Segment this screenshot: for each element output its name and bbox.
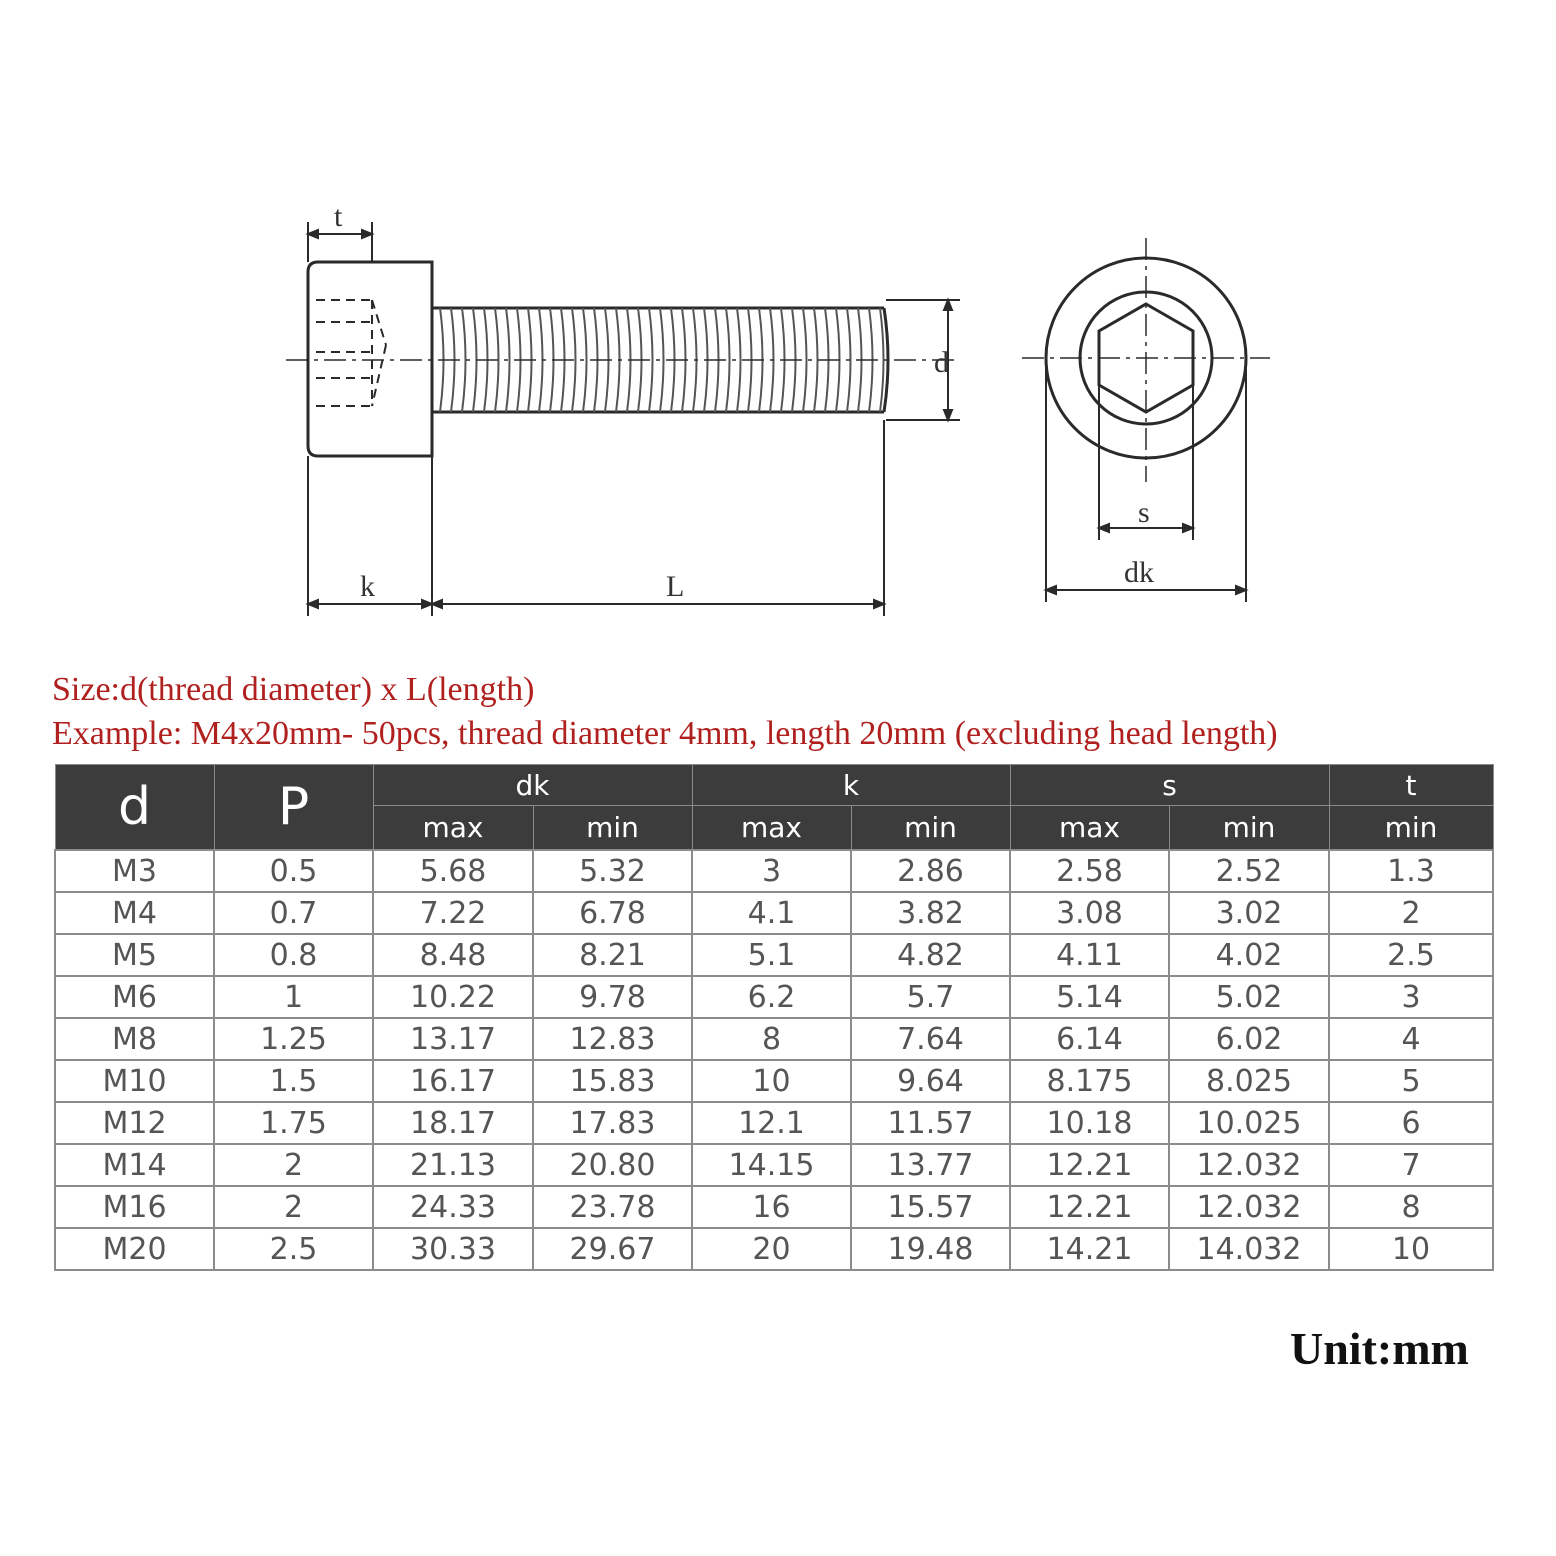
thread-line xyxy=(539,308,543,412)
table-row xyxy=(55,850,1493,892)
table-cell: 12.21 xyxy=(1010,1144,1169,1186)
table-cell: 6.2 xyxy=(692,976,851,1018)
table-cell: 5.14 xyxy=(1010,976,1169,1018)
table-row xyxy=(55,1186,1493,1228)
thread-line xyxy=(660,308,664,412)
table-cell: 12.032 xyxy=(1169,1186,1329,1228)
thread-line xyxy=(462,308,466,412)
table-row xyxy=(55,1102,1493,1144)
table-cell: 7.64 xyxy=(851,1018,1010,1060)
label-d: d xyxy=(934,346,949,379)
table-cell: 3.82 xyxy=(851,892,1010,934)
table-cell: 0.7 xyxy=(214,892,373,934)
header-t: t xyxy=(1329,765,1493,806)
table-cell: 6.14 xyxy=(1010,1018,1169,1060)
table-cell: 8.48 xyxy=(373,934,533,976)
table-cell: 21.13 xyxy=(373,1144,533,1186)
header-s: s xyxy=(1010,765,1329,806)
table-cell: 5.68 xyxy=(373,850,533,892)
table-cell: 2.5 xyxy=(214,1228,373,1270)
table-cell: 5 xyxy=(1329,1060,1493,1102)
table-cell: 12.21 xyxy=(1010,1186,1169,1228)
table-cell: 10.025 xyxy=(1169,1102,1329,1144)
table-cell: 8 xyxy=(692,1018,851,1060)
table-cell: 7 xyxy=(1329,1144,1493,1186)
table-cell: 5.02 xyxy=(1169,976,1329,1018)
table-cell: 8.175 xyxy=(1010,1060,1169,1102)
header-P: P xyxy=(214,765,373,851)
table-cell: 3 xyxy=(1329,976,1493,1018)
subheader-s-min: min xyxy=(1169,806,1329,850)
table-cell: 18.17 xyxy=(373,1102,533,1144)
table-cell: 6.78 xyxy=(533,892,692,934)
header-dk: dk xyxy=(373,765,692,806)
size-definition: Size:d(thread diameter) x L(length) xyxy=(52,671,535,708)
label-k: k xyxy=(360,570,375,603)
table-cell: 4 xyxy=(1329,1018,1493,1060)
table-cell: 8 xyxy=(1329,1186,1493,1228)
table-cell: 5.32 xyxy=(533,850,692,892)
thread-line xyxy=(803,308,807,412)
label-t: t xyxy=(334,200,343,233)
table-cell: 1.25 xyxy=(214,1018,373,1060)
table-cell: 2.58 xyxy=(1010,850,1169,892)
table-body xyxy=(55,850,1493,1270)
table-cell: 3.02 xyxy=(1169,892,1329,934)
table-cell: 10.18 xyxy=(1010,1102,1169,1144)
subheader-k-max: max xyxy=(692,806,851,850)
thread-line xyxy=(726,308,730,412)
table-cell: 11.57 xyxy=(851,1102,1010,1144)
table-cell: 10 xyxy=(1329,1228,1493,1270)
table-row xyxy=(55,934,1493,976)
screw-head-end-view xyxy=(1022,238,1270,482)
table-cell: 2.52 xyxy=(1169,850,1329,892)
table-cell: 23.78 xyxy=(533,1186,692,1228)
size-example: Example: M4x20mm- 50pcs, thread diameter 4mm, length 20mm (excluding head length) xyxy=(52,715,1278,752)
table-cell: 2.86 xyxy=(851,850,1010,892)
table-cell: 4.02 xyxy=(1169,934,1329,976)
table-cell: 13.77 xyxy=(851,1144,1010,1186)
table-cell: 4.11 xyxy=(1010,934,1169,976)
table-cell: M4 xyxy=(55,892,214,934)
subheader-k-min: min xyxy=(851,806,1010,850)
screw-technical-drawing xyxy=(0,0,1556,660)
table-cell: 15.57 xyxy=(851,1186,1010,1228)
table-cell: 16.17 xyxy=(373,1060,533,1102)
table-cell: 10.22 xyxy=(373,976,533,1018)
table-cell: M12 xyxy=(55,1102,214,1144)
table-cell: M14 xyxy=(55,1144,214,1186)
table-cell: 5.7 xyxy=(851,976,1010,1018)
table-cell: 4.82 xyxy=(851,934,1010,976)
table-cell: 9.78 xyxy=(533,976,692,1018)
table-cell: 10 xyxy=(692,1060,851,1102)
table-cell: 0.8 xyxy=(214,934,373,976)
table-cell: 13.17 xyxy=(373,1018,533,1060)
table-cell: M10 xyxy=(55,1060,214,1102)
table-cell: 12.83 xyxy=(533,1018,692,1060)
table-cell: 20.80 xyxy=(533,1144,692,1186)
table-cell: M8 xyxy=(55,1018,214,1060)
table-cell: 6.02 xyxy=(1169,1018,1329,1060)
dimension-k-L xyxy=(308,420,884,616)
table-cell: 6 xyxy=(1329,1102,1493,1144)
table-cell: 20 xyxy=(692,1228,851,1270)
table-cell: 2 xyxy=(214,1186,373,1228)
table-cell: 30.33 xyxy=(373,1228,533,1270)
table-row xyxy=(55,1060,1493,1102)
table-cell: 1 xyxy=(214,976,373,1018)
table-cell: 19.48 xyxy=(851,1228,1010,1270)
subheader-t-min: min xyxy=(1329,806,1493,850)
thread-line xyxy=(473,308,477,412)
table-cell: 12.032 xyxy=(1169,1144,1329,1186)
table-cell: 2 xyxy=(214,1144,373,1186)
unit-label: Unit:mm xyxy=(1290,1323,1469,1374)
table-cell: 8.025 xyxy=(1169,1060,1329,1102)
table-cell: 24.33 xyxy=(373,1186,533,1228)
table-cell: 12.1 xyxy=(692,1102,851,1144)
table-row xyxy=(55,1228,1493,1270)
table-cell: 1.5 xyxy=(214,1060,373,1102)
table-cell: 17.83 xyxy=(533,1102,692,1144)
label-dk: dk xyxy=(1124,556,1154,589)
table-cell: 14.21 xyxy=(1010,1228,1169,1270)
table-cell: 8.21 xyxy=(533,934,692,976)
table-cell: 0.5 xyxy=(214,850,373,892)
label-L: L xyxy=(666,570,685,603)
screw-head-side-view xyxy=(308,262,432,456)
table-cell: M5 xyxy=(55,934,214,976)
table-cell: 16 xyxy=(692,1186,851,1228)
table-row xyxy=(55,976,1493,1018)
table-cell: M20 xyxy=(55,1228,214,1270)
label-s: s xyxy=(1138,496,1150,529)
table-row xyxy=(55,1144,1493,1186)
table-cell: 2.5 xyxy=(1329,934,1493,976)
table-cell: 15.83 xyxy=(533,1060,692,1102)
table-cell: 7.22 xyxy=(373,892,533,934)
table-cell: 29.67 xyxy=(533,1228,692,1270)
thread-line xyxy=(814,308,818,412)
table-cell: 3 xyxy=(692,850,851,892)
table-cell: 3.08 xyxy=(1010,892,1169,934)
subheader-dk-max: max xyxy=(373,806,533,850)
table-cell: 1.3 xyxy=(1329,850,1493,892)
table-row xyxy=(55,892,1493,934)
table-cell: M3 xyxy=(55,850,214,892)
subheader-s-max: max xyxy=(1010,806,1169,850)
size-notes xyxy=(52,668,1278,756)
table-cell: 5.1 xyxy=(692,934,851,976)
table-header-row xyxy=(55,765,1493,806)
table-cell: 9.64 xyxy=(851,1060,1010,1102)
table-cell: 4.1 xyxy=(692,892,851,934)
header-k: k xyxy=(692,765,1010,806)
thread-line xyxy=(737,308,741,412)
subheader-dk-min: min xyxy=(533,806,692,850)
table-cell: M6 xyxy=(55,976,214,1018)
table-cell: 14.15 xyxy=(692,1144,851,1186)
table-cell: 14.032 xyxy=(1169,1228,1329,1270)
table-cell: 2 xyxy=(1329,892,1493,934)
table-cell: M16 xyxy=(55,1186,214,1228)
header-d: d xyxy=(55,765,214,851)
table-row xyxy=(55,1018,1493,1060)
thread-line xyxy=(880,308,884,412)
table-cell: 1.75 xyxy=(214,1102,373,1144)
dimension-table xyxy=(54,764,1494,1271)
